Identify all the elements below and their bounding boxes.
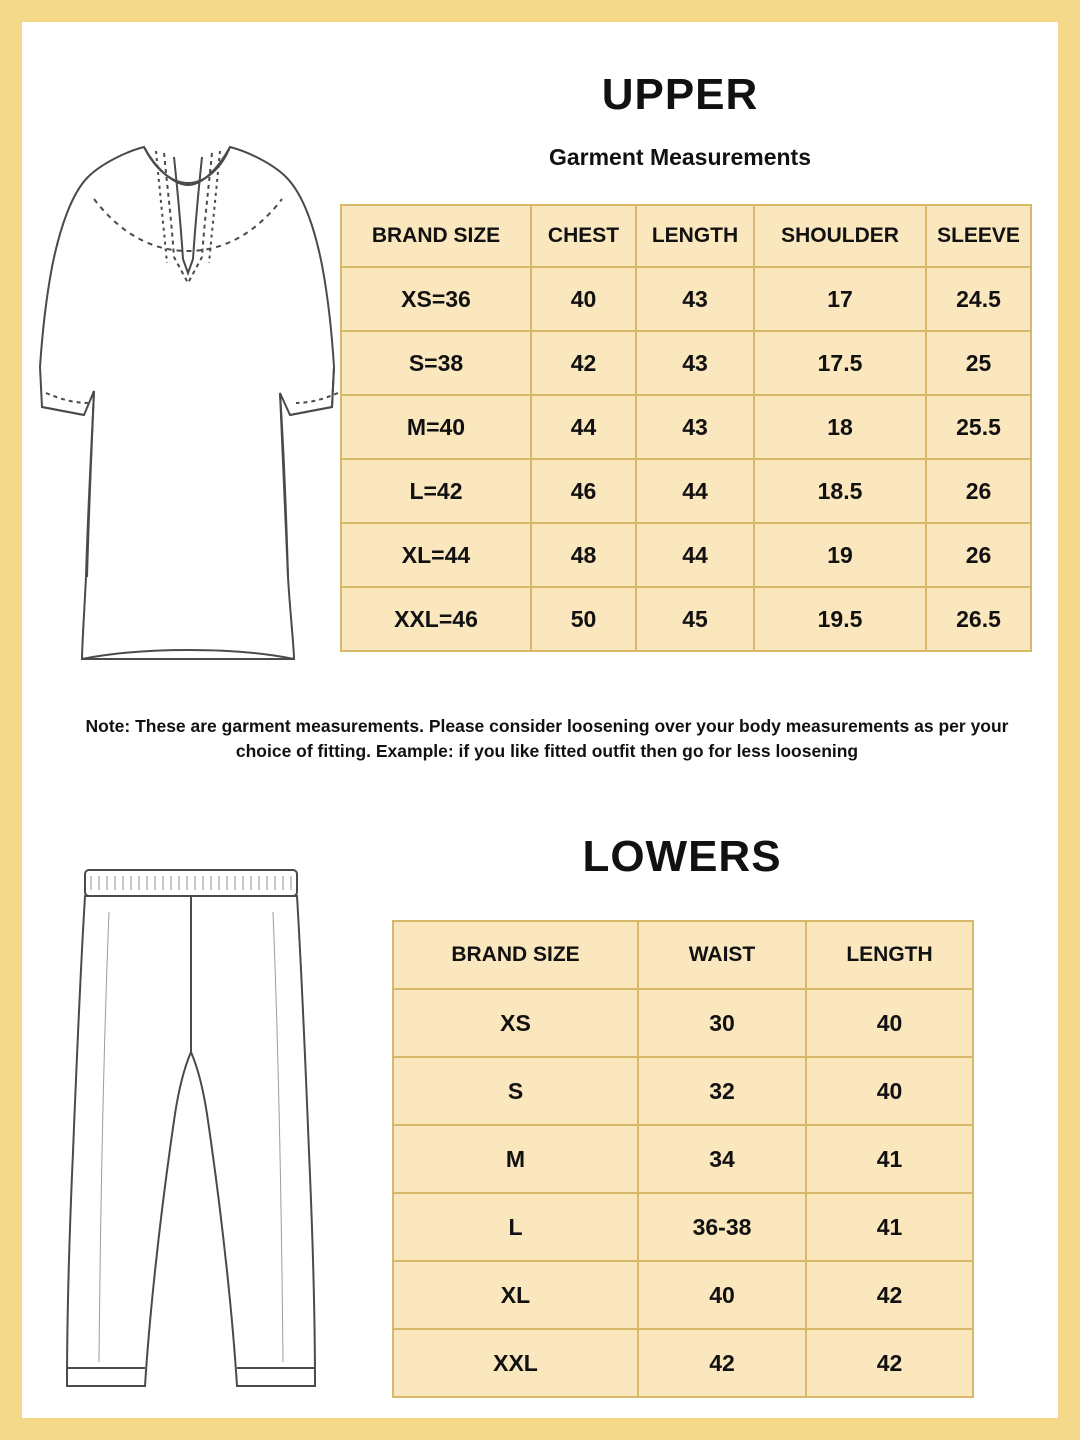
cell-length: 41 [806,1125,973,1193]
table-header-row [341,205,1031,267]
cell-brand-size: M [393,1125,638,1193]
cell-waist: 40 [638,1261,806,1329]
cell-sleeve: 26.5 [926,587,1031,651]
table-row [393,1057,973,1125]
cell-sleeve: 26 [926,459,1031,523]
cell-chest: 40 [531,267,636,331]
cell-length: 40 [806,989,973,1057]
table-row [393,989,973,1057]
cell-length: 44 [636,459,754,523]
cell-brand-size: S [393,1057,638,1125]
cell-brand-size: XXL [393,1329,638,1397]
cell-brand-size: L=42 [341,459,531,523]
cell-brand-size: M=40 [341,395,531,459]
lowers-measurements-table [392,920,974,1398]
cell-waist: 36-38 [638,1193,806,1261]
column-header: BRAND SIZE [393,921,638,989]
cell-brand-size: XS=36 [341,267,531,331]
cell-waist: 32 [638,1057,806,1125]
upper-measurements-table [340,204,1032,652]
column-header: LENGTH [806,921,973,989]
kurta-illustration [32,107,352,667]
upper-subtitle: Garment Measurements [548,144,812,170]
cell-chest: 50 [531,587,636,651]
cell-waist: 30 [638,989,806,1057]
cell-shoulder: 19.5 [754,587,926,651]
cell-length: 45 [636,587,754,651]
column-header: WAIST [638,921,806,989]
cell-sleeve: 25 [926,331,1031,395]
cell-waist: 42 [638,1329,806,1397]
table-row [341,331,1031,395]
cell-shoulder: 17.5 [754,331,926,395]
cell-brand-size: XL=44 [341,523,531,587]
cell-brand-size: S=38 [341,331,531,395]
lowers-title: LOWERS [582,832,782,881]
cell-shoulder: 17 [754,267,926,331]
table-row [393,1125,973,1193]
note-line-2: as per your choice of fitting. Example: if you like fitted outfit then go for less loosening [235,716,1009,762]
cell-sleeve: 25.5 [926,395,1031,459]
note-line-1: Note: These are garment measurements. Please consider loosening over your body measurements [85,716,910,736]
measurement-note [82,714,1012,765]
table-header-row [393,921,973,989]
table-row [393,1329,973,1397]
pants-illustration [57,852,327,1412]
size-chart-page [22,22,1058,1418]
column-header: SLEEVE [926,205,1031,267]
column-header: CHEST [531,205,636,267]
table-row [341,523,1031,587]
cell-waist: 34 [638,1125,806,1193]
cell-length: 42 [806,1329,973,1397]
upper-title: UPPER [601,70,759,119]
cell-brand-size: XS [393,989,638,1057]
cell-chest: 44 [531,395,636,459]
cell-chest: 42 [531,331,636,395]
cell-brand-size: L [393,1193,638,1261]
cell-sleeve: 24.5 [926,267,1031,331]
cell-length: 44 [636,523,754,587]
table-row [393,1261,973,1329]
column-header: BRAND SIZE [341,205,531,267]
table-row [393,1193,973,1261]
cell-length: 40 [806,1057,973,1125]
table-row [341,587,1031,651]
cell-brand-size: XXL=46 [341,587,531,651]
cell-shoulder: 18 [754,395,926,459]
cell-shoulder: 18.5 [754,459,926,523]
upper-section [22,22,1058,722]
cell-length: 43 [636,395,754,459]
table-row [341,395,1031,459]
cell-sleeve: 26 [926,523,1031,587]
column-header: SHOULDER [754,205,926,267]
cell-chest: 48 [531,523,636,587]
cell-shoulder: 19 [754,523,926,587]
cell-length: 43 [636,267,754,331]
table-row [341,267,1031,331]
cell-length: 41 [806,1193,973,1261]
cell-length: 42 [806,1261,973,1329]
cell-brand-size: XL [393,1261,638,1329]
cell-chest: 46 [531,459,636,523]
column-header: LENGTH [636,205,754,267]
table-row [341,459,1031,523]
cell-length: 43 [636,331,754,395]
